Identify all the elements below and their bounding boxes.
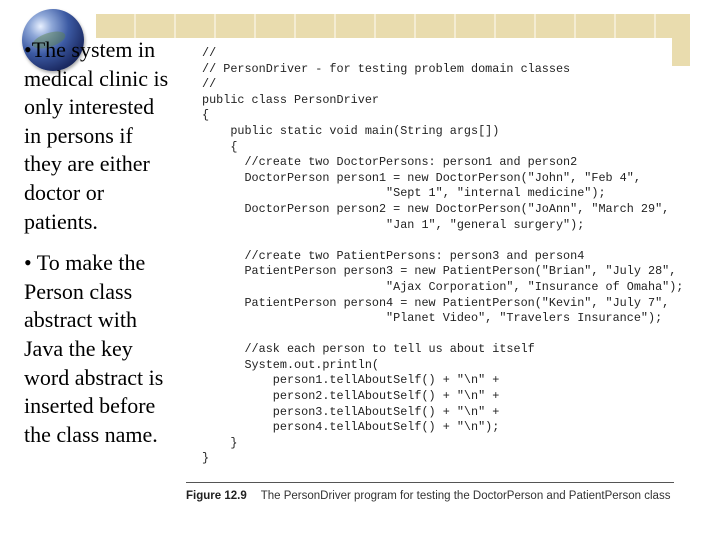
code-line: person2.tellAboutSelf() + "\n" + [202,389,500,404]
code-figure [186,38,684,518]
code-line: System.out.println( [202,357,379,372]
code-line: person3.tellAboutSelf() + "\n" + [202,404,500,419]
code-line [202,233,683,249]
figure-caption [186,490,674,502]
code-line: //create two DoctorPersons: person1 and person2 [202,155,578,170]
figure-caption-label: Figure 12.9 [186,490,247,502]
code-line: } [202,435,238,450]
figure-caption-text: The PersonDriver program for testing the DoctorPerson and PatientPerson class [260,490,671,502]
code-line: // PersonDriver - for testing problem domain classes [202,61,571,76]
bullet-point-1: •The system in medical clinic is only interested in persons if they are either doctor or patients. [24,37,169,234]
code-line: person1.tellAboutSelf() + "\n" + [202,373,500,388]
caption-divider [186,482,674,483]
code-line: "Jan 1", "general surgery"); [202,217,585,232]
code-listing [202,46,683,467]
code-line: // [202,46,217,60]
code-line: DoctorPerson person1 = new DoctorPerson("John", "Feb 4", [202,170,641,185]
code-line: public class PersonDriver [202,92,379,107]
code-line [202,327,683,343]
code-line: PatientPerson person4 = new PatientPerson("Kevin", "July 7", [202,295,670,310]
code-line: // [202,77,217,92]
slide-text [24,36,176,462]
code-line: DoctorPerson person2 = new DoctorPerson("JoAnn", "March 29", [202,201,670,216]
code-line: "Sept 1", "internal medicine"); [202,186,606,201]
code-line: "Planet Video", "Travelers Insurance"); [202,311,663,326]
code-line: } [202,451,210,466]
code-line: { [202,108,210,123]
bullet-point-2: • To make the Person class abstract with Java the key word abstract is inserted before the class name. [24,250,164,447]
code-line: //create two PatientPersons: person3 and person4 [202,248,585,263]
code-line: "Ajax Corporation", "Insurance of Omaha"); [202,279,684,294]
code-line: //ask each person to tell us about itself [202,342,535,357]
code-line: person4.tellAboutSelf() + "\n"); [202,420,500,435]
code-line: PatientPerson person3 = new PatientPerson("Brian", "July 28", [202,264,677,279]
code-line: public static void main(String args[]) [202,123,500,138]
decorative-top-band [96,14,690,38]
code-line: { [202,139,238,154]
